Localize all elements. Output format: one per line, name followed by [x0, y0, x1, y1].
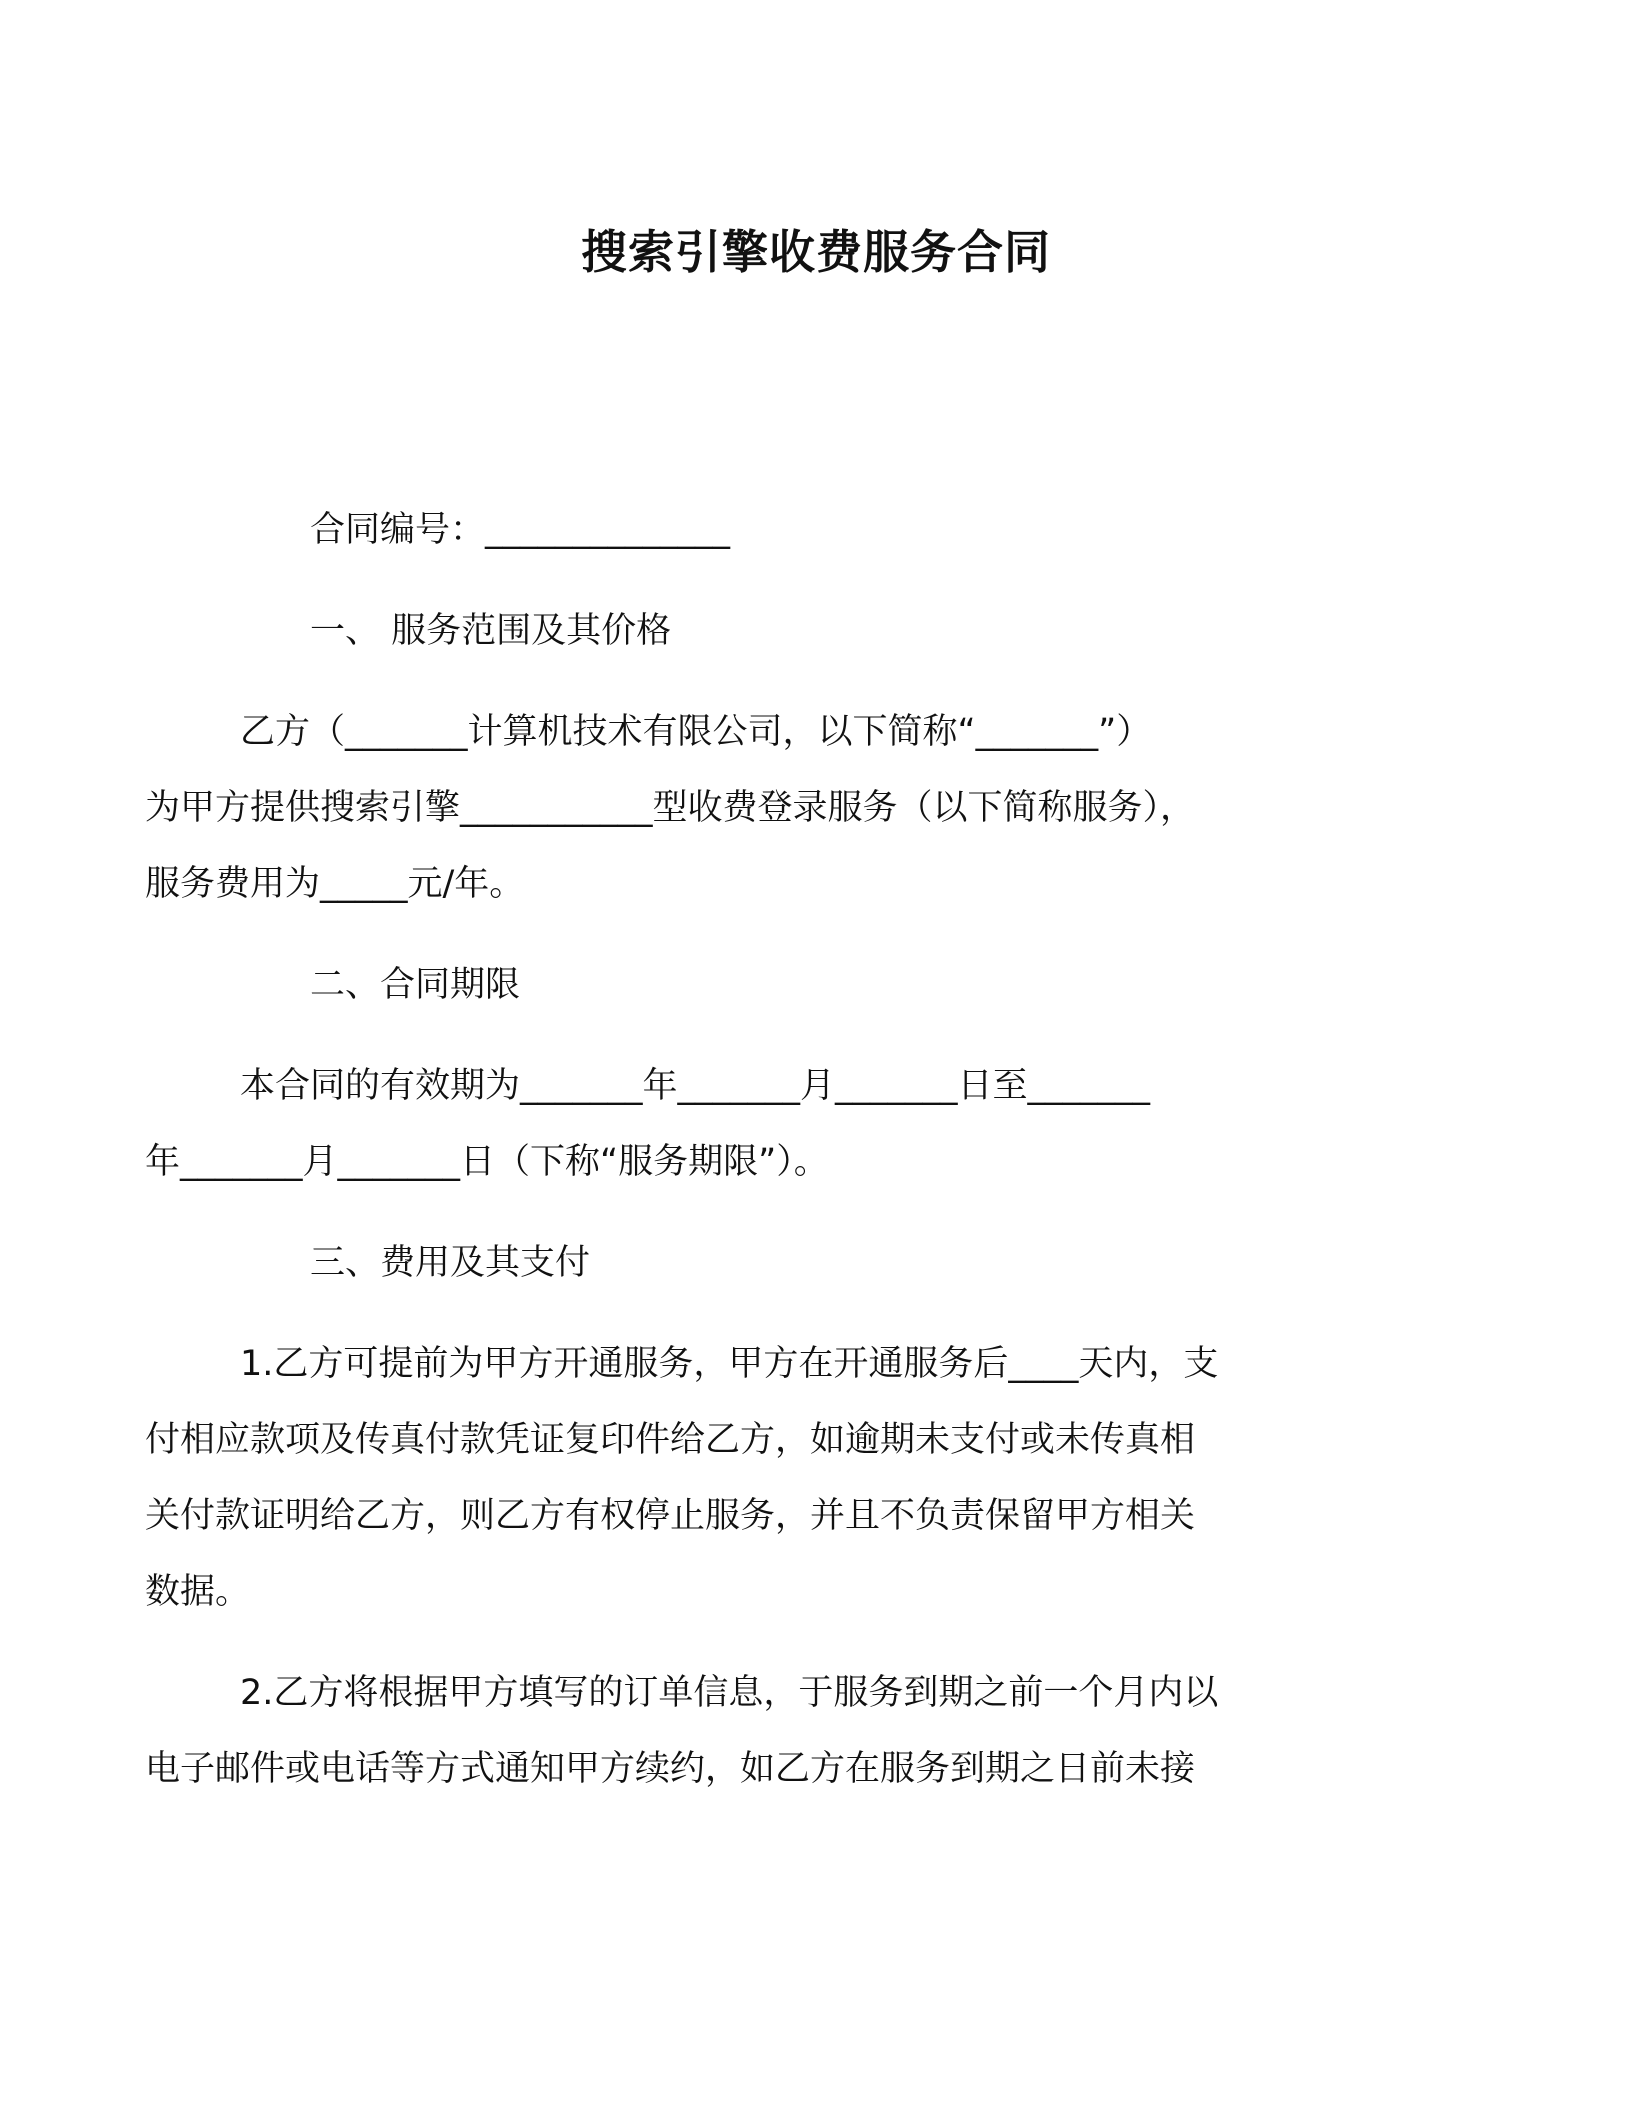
section-1-heading-block — [240, 593, 1390, 669]
section-1-paragraph — [145, 694, 1390, 922]
section-3-item-1 — [145, 1326, 1390, 1630]
document-title: 搜索引擎收费服务合同 — [581, 225, 1051, 279]
section-2-paragraph — [145, 1048, 1390, 1200]
section-3-item-1-line-4: 数据。 — [145, 1572, 251, 1612]
section-1-heading: 一、 服务范围及其价格 — [310, 611, 672, 651]
contract-number-line — [240, 492, 1390, 568]
section-1-line-1: 乙方（_______计算机技术有限公司，以下简称“_______”） — [240, 712, 1152, 752]
section-3-item-1-line-1: 1.乙方可提前为甲方开通服务，甲方在开通服务后____天内，支 — [240, 1344, 1219, 1384]
section-3-item-1-line-3: 关付款证明给乙方，则乙方有权停止服务，并且不负责保留甲方相关 — [145, 1496, 1196, 1536]
section-1-line-2: 为甲方提供搜索引擎___________型收费登录服务（以下简称服务）， — [145, 788, 1196, 828]
section-3-item-2-line-2: 电子邮件或电话等方式通知甲方续约，如乙方在服务到期之日前未接 — [145, 1749, 1196, 1789]
section-2-heading: 二、合同期限 — [310, 965, 521, 1005]
section-3-item-1-line-2: 付相应款项及传真付款凭证复印件给乙方，如逾期未支付或未传真相 — [145, 1420, 1196, 1460]
section-3-item-2 — [145, 1655, 1390, 1807]
section-3-heading: 三、费用及其支付 — [310, 1243, 591, 1283]
section-2-line-1: 本合同的有效期为_______年_______月_______日至_______ — [240, 1066, 1151, 1106]
section-1-line-3: 服务费用为_____元/年。 — [145, 864, 525, 904]
section-3-item-2-line-1: 2.乙方将根据甲方填写的订单信息，于服务到期之前一个月内以 — [240, 1673, 1219, 1713]
section-3-heading-block — [240, 1225, 1390, 1301]
section-2-heading-block — [240, 947, 1390, 1023]
section-2-line-2: 年_______月_______日（下称“服务期限”）。 — [145, 1142, 829, 1182]
document-body — [145, 492, 1390, 1832]
contract-number: 合同编号：______________ — [310, 510, 731, 550]
